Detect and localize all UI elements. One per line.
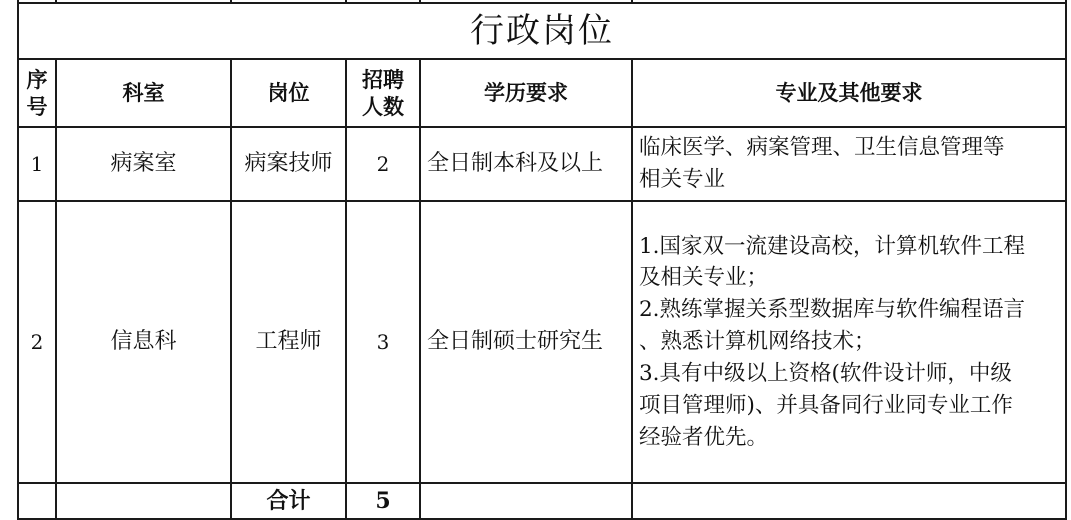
header-row bbox=[18, 59, 1066, 127]
title-row bbox=[18, 3, 1066, 59]
table-title: 行政岗位 bbox=[18, 3, 1066, 59]
header-seq-line: 序 bbox=[26, 66, 48, 92]
row-dept: 病案室 bbox=[56, 127, 231, 201]
recruitment-table bbox=[17, 0, 1067, 520]
recruitment-table-sheet bbox=[17, 0, 1065, 520]
requirement-line: 3.具有中级以上资格(软件设计师，中级 bbox=[639, 360, 1012, 386]
header-position: 岗位 bbox=[231, 59, 346, 127]
requirement-line: 1.国家双一流建设高校，计算机软件工程 bbox=[639, 233, 1026, 259]
header-seq-line: 号 bbox=[26, 94, 48, 119]
total-empty-cell bbox=[420, 483, 632, 519]
requirement-line: 经验者优先。 bbox=[639, 424, 769, 450]
table-row bbox=[18, 127, 1066, 201]
table-row bbox=[18, 201, 1066, 483]
header-education: 学历要求 bbox=[420, 59, 632, 127]
header-requirements: 专业及其他要求 bbox=[632, 59, 1066, 127]
total-value: 5 bbox=[346, 483, 420, 519]
row-education: 全日制硕士研究生 bbox=[420, 201, 632, 483]
row-seq: 2 bbox=[18, 201, 56, 483]
row-hires: 2 bbox=[346, 127, 420, 201]
row-requirements bbox=[632, 201, 1066, 483]
row-position: 工程师 bbox=[231, 201, 346, 483]
requirement-line: 2.熟练掌握关系型数据库与软件编程语言 bbox=[639, 297, 1026, 323]
header-hires bbox=[346, 59, 420, 127]
requirement-line: 相关专业 bbox=[639, 167, 726, 192]
requirement-line: 临床医学、病案管理、卫生信息管理等 bbox=[639, 135, 1005, 161]
row-seq: 1 bbox=[18, 127, 56, 201]
header-seq bbox=[18, 59, 56, 127]
header-hires-line: 招聘 bbox=[362, 66, 404, 92]
requirement-line: 及相关专业； bbox=[639, 265, 769, 291]
total-row bbox=[18, 483, 1066, 519]
total-empty-cell bbox=[632, 483, 1066, 519]
total-empty-cell bbox=[18, 483, 56, 519]
requirement-line: 、熟悉计算机网络技术； bbox=[639, 329, 876, 355]
requirement-line: 项目管理师)、并具备同行业同专业工作 bbox=[639, 392, 1013, 418]
total-label: 合计 bbox=[231, 483, 346, 519]
row-education: 全日制本科及以上 bbox=[420, 127, 632, 201]
row-hires: 3 bbox=[346, 201, 420, 483]
row-dept: 信息科 bbox=[56, 201, 231, 483]
header-dept: 科室 bbox=[56, 59, 231, 127]
row-requirements bbox=[632, 127, 1066, 201]
total-empty-cell bbox=[56, 483, 231, 519]
header-hires-line: 人数 bbox=[362, 94, 404, 119]
row-position: 病案技师 bbox=[231, 127, 346, 201]
